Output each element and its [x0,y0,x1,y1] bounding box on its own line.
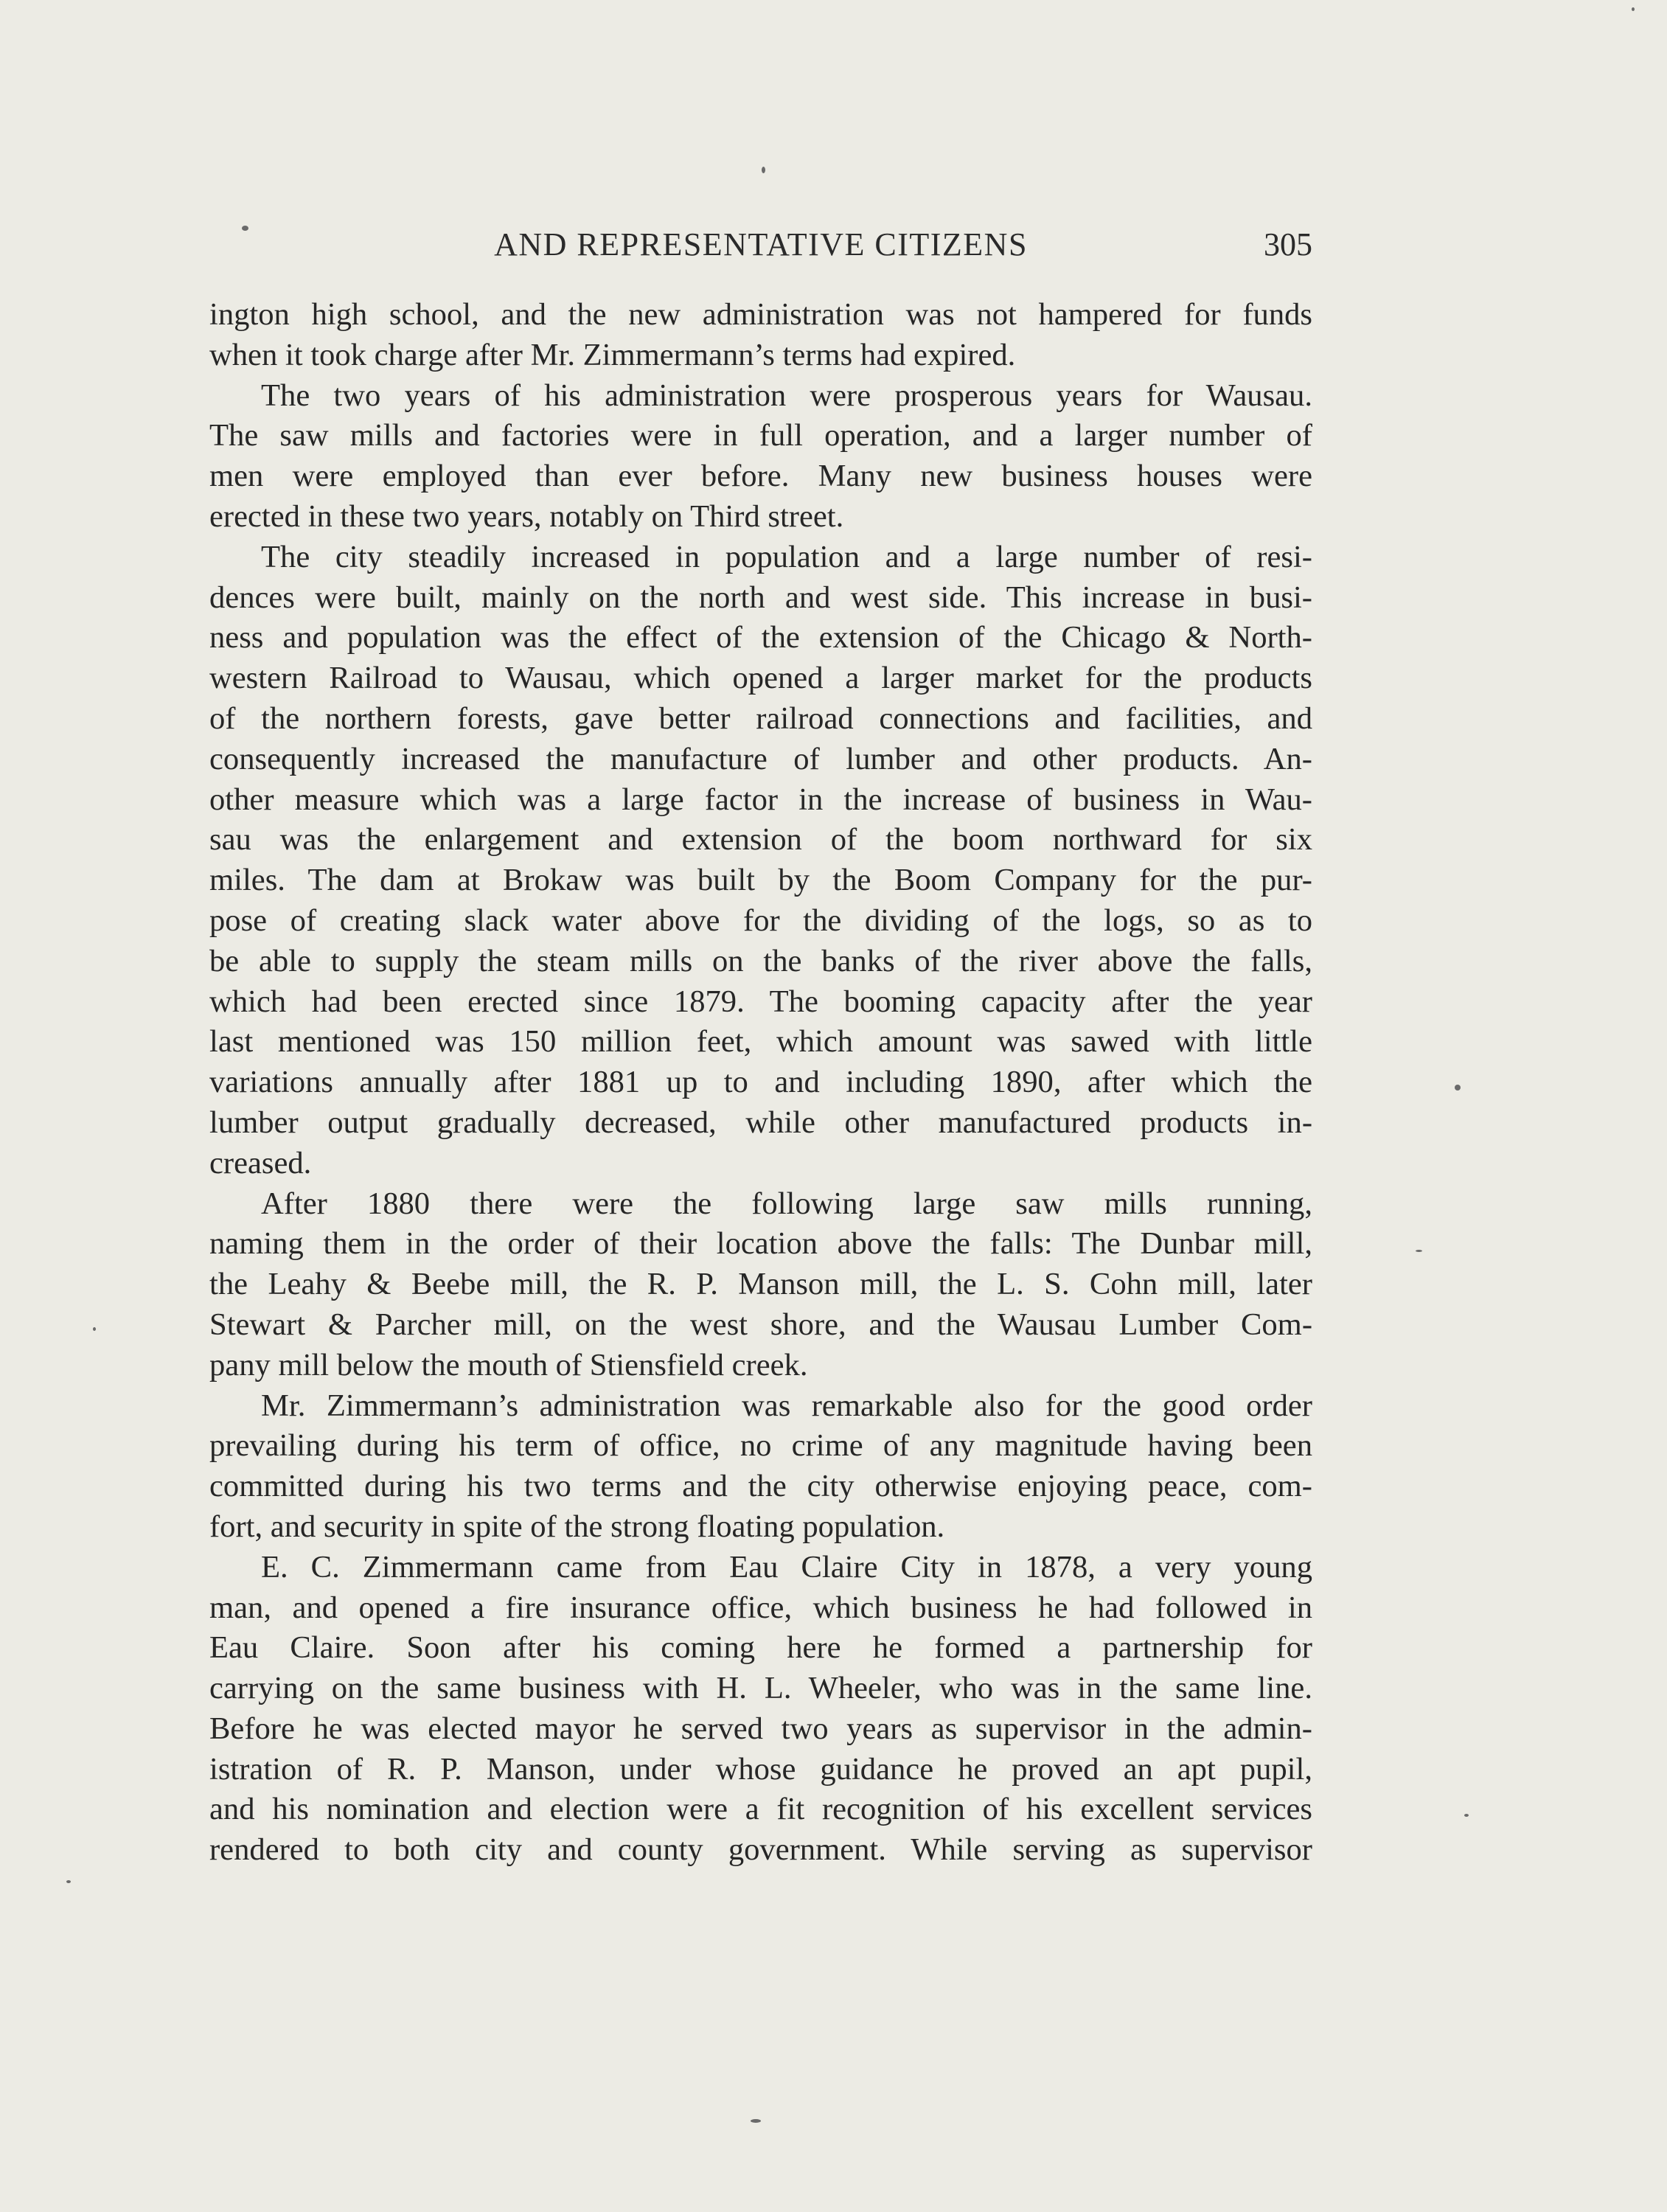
text-line: ington high school, and the new administration was not hampered for funds [209,297,1312,332]
text-line: committed during his two terms and the city otherwise enjoying peace, com- [209,1469,1312,1504]
text-line: miles. The dam at Brokaw was built by the Boom Company for the pur- [209,863,1312,898]
text-line: lumber output gradually decreased, while other manufactured products in- [209,1105,1312,1140]
text-line: other measure which was a large factor in the increase of business in Wau- [209,782,1312,817]
paper-speck [1464,1814,1469,1817]
paragraph-4 [209,1184,1312,1386]
paragraph-6 [209,1548,1312,1871]
text-line: and his nomination and election were a fit recognition of his excellent services [209,1792,1312,1827]
text-line: sau was the enlargement and extension of the boom northward for six [209,822,1312,858]
paper-speck [242,226,248,231]
text-line: prevailing during his term of office, no crime of any magnitude having been [209,1428,1312,1464]
text-line: man, and opened a fire insurance office, which business he had followed in [209,1590,1312,1625]
text-line: Before he was elected mayor he served two years as supervisor in the admin- [209,1711,1312,1746]
paper-speck [751,2119,761,2123]
text-line: The saw mills and factories were in full operation, and a larger number of [209,418,1312,453]
running-head: AND REPRESENTATIVE CITIZENS [494,226,1028,262]
text-line: pose of creating slack water above for the dividing of the logs, so as to [209,902,1312,938]
paragraph-3 [209,538,1312,1184]
text-line: when it took charge after Mr. Zimmermann’s terms had expired. [209,337,1016,372]
text-line: Eau Claire. Soon after his coming here he formed a partnership for [209,1630,1312,1666]
text-line: erected in these two years, notably on Third street. [209,498,844,534]
paragraph-5 [209,1386,1312,1548]
paper-speck [93,1327,96,1331]
text-line: of the northern forests, gave better railroad connections and facilities, and [209,700,1312,736]
text-line: western Railroad to Wausau, which opened a larger market for the products [209,661,1312,696]
text-line: variations annually after 1881 up to and including 1890, after which the [209,1065,1312,1100]
body-text [209,295,1312,1871]
text-line: naming them in the order of their location above the falls: The Dunbar mill, [209,1226,1312,1262]
text-line: After 1880 there were the following large saw mills running, [261,1186,1312,1221]
text-line: which had been erected since 1879. The booming capacity after the year [209,984,1312,1019]
text-line: rendered to both city and county government. While serving as supervisor [209,1832,1312,1868]
text-line: the Leahy & Beebe mill, the R. P. Manson mill, the L. S. Cohn mill, later [209,1267,1312,1302]
text-line: fort, and security in spite of the strong floating population. [209,1509,945,1544]
text-line: Mr. Zimmermann’s administration was remarkable also for the good order [261,1388,1312,1423]
text-line: dences were built, mainly on the north and west side. This increase in busi- [209,580,1312,615]
text-line: consequently increased the manufacture of lumber and other products. An- [209,741,1312,776]
text-line: pany mill below the mouth of Stiensfield creek. [209,1347,808,1382]
paper-speck [1416,1250,1422,1252]
paragraph-2 [209,376,1312,538]
paper-speck [1632,7,1635,11]
paper-speck [762,167,765,173]
text-line: istration of R. P. Manson, under whose guidance he proved an apt pupil, [209,1751,1312,1787]
text-line: be able to supply the steam mills on the banks of the river above the falls, [209,943,1312,978]
paragraph-1 [209,295,1312,376]
text-line: men were employed than ever before. Many new business houses were [209,459,1312,494]
page-number: 305 [1264,226,1312,262]
text-line: E. C. Zimmermann came from Eau Claire City in 1878, a very young [261,1549,1312,1585]
paper-speck [1455,1085,1461,1091]
text-line: The two years of his administration were prosperous years for Wausau. [261,378,1312,413]
text-line: The city steadily increased in population and a large number of resi- [261,539,1312,574]
text-line: creased. [209,1145,312,1180]
text-line: carrying on the same business with H. L. Wheeler, who was in the same line. [209,1671,1312,1706]
text-line: Stewart & Parcher mill, on the west shore, and the Wausau Lumber Com- [209,1307,1312,1342]
paper-speck [66,1880,71,1883]
text-line: ness and population was the effect of the extension of the Chicago & North- [209,620,1312,655]
text-line: last mentioned was 150 million feet, which amount was sawed with little [209,1024,1312,1060]
page-header [209,226,1312,270]
